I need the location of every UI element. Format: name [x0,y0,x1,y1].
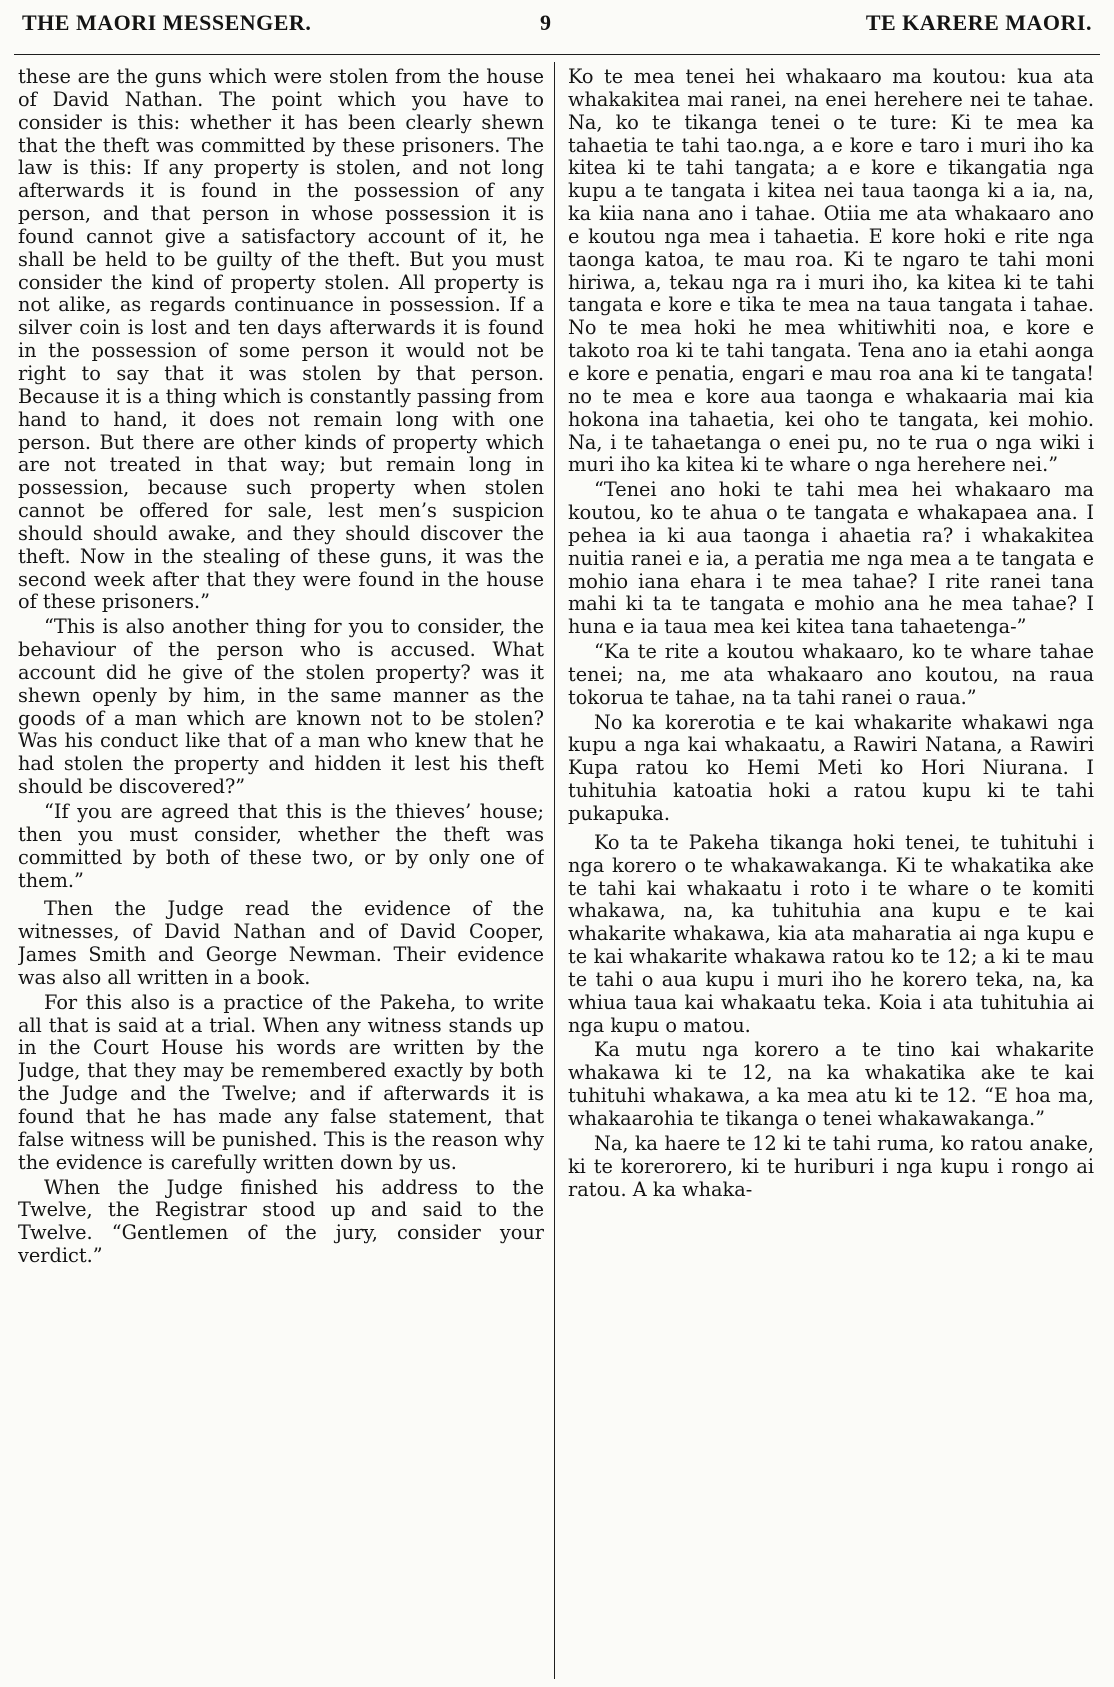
page-number: 9 [540,10,552,35]
english-paragraph: “If you are agreed that this is the thieves’ house; then you must consider, whether the theft was committed by both of these two, or by only one of them.” [18,800,544,892]
english-paragraph: When the Judge finished his address to the Twelve, the Registrar stood up and said to the Twelve. “Gentlemen of the jury, consider your verdict.” [18,1175,544,1268]
masthead-maori: TE KARERE MAORI. [865,10,1092,35]
maori-paragraph: No ka korerotia e te kai whakarite whakawi nga kupu a nga kai whakaatu, a Rawiri Natana, a Rawiri Kupa ratou ko Hemi Meti ko Hori Niurana. I tuhituhia katoatia hoki a ratou kupu ki te tahi pukapuka. [568,710,1094,825]
maori-paragraph: Na, ka haere te 12 ki te tahi ruma, ko ratou anake, ki te korerorero, ki te huriburi i nga kupu i rongo ai ratou. A ka whaka- [568,1131,1094,1201]
english-paragraph: “This is also another thing for you to consider, the behaviour of the person who is accused. What account did he give of the stolen property? was it shewn openly by him, in the same manner as the goods of a man which are known not to be stolen? Was his conduct like that of a man who knew that he had stolen the property and hidden it lest his theft should be discovered?” [18,615,544,799]
english-paragraph: Then the Judge read the evidence of the witnesses, of David Nathan and of David Cooper, James Smith and George Newman. Their evidence was also all written in a book. [18,897,544,989]
masthead-english: THE MAORI MESSENGER. [22,10,312,35]
maori-paragraph: Ko te mea tenei hei whakaaro ma koutou: kua ata whakakitea mai ranei, na enei herehere nei te tahae. Na, ko te tikanga tenei o te ture: Ki te mea ka tahaetia te tahi tao.nga, a e kore e taro i muri iho ka kitea ki te tahi tangata; a e kore e tikangatia nga kupu a te tangata i kitea nei taua taonga ki a ia, na, ka kiia nana ano i tahae. Otiia me ata whakaaro ano e koutou nga mea i tahaetia. E kore hoki e rite nga taonga katoa, te mau roa. Ki te ngaro te tahi moni hiriwa, a, tekau nga ra i muri iho, ka kitea ki te tahi tangata e kore e tika te mea na taua tangata i tahae. No te mea hoki he mea whitiwhiti noa, e kore e takoto roa ki te tahi tangata. Tena ano ia etahi aonga e kore e penatia, engari e mau roa ana ki te tangata! no te mea e kore aua taonga e whakaaria mai kia hokona ina tahaetia, kei oho te tangata, kei mohio. Na, i te tahaetanga o enei pu, no te rua o nga wiki i muri iho ka kitea ki te whare o nga herehere nei.” [568,66,1094,477]
english-column [18,66,544,1682]
column-divider [554,62,555,1679]
maori-paragraph: Ko ta te Pakeha tikanga hoki tenei, te tuhituhi i nga korero o te whakawakanga. Ki te whakatika ake te tahi kai whakaatu i roto i te whare o te komiti whakawa, na, ka tuhituhia ana kupu e te kai whakarite whakawa, kia ata maharatia ai nga kupu e te kai whakarite whakawa ratou ko te 12; a ki te mau te tahi o aua kupu i muri iho he korero teka, na, ka whiua taua kai whakaatu teka. Koia i ata tuhituhia ai nga kupu o matou. [568,830,1094,1037]
maori-paragraph: Ka mutu nga korero a te tino kai whakarite whakawa ki te 12, na ka whakatika ake te kai tuhituhi whakawa, a ka mea atu ki te 12. “E hoa ma, whakaarohia te tikanga o tenei whakawakanga.” [568,1038,1094,1130]
maori-paragraph: “Ka te rite a koutou whakaaro, ko te whare tahae tenei; na, me ata whakaaro ano koutou, na raua tokorua te tahae, na ta tahi ranei o raua.” [568,640,1094,709]
english-paragraph: these are the guns which were stolen from the house of David Nathan. The point which you have to consider is this: whether it has been clearly shewn that the theft was committed by these prisoners. The law is this: If any property is stolen, and not long afterwards it is found in the possession of any person, and that person in whose possession it is found cannot give a satisfactory account of it, he shall be held to be guilty of the theft. But you must consider the kind of property stolen. All property is not alike, as regards continuance in possession. If a silver coin is lost and ten days afterwards it is found in the possession of some person it would not be right to say that it was stolen by that person. Because it is a thing which is constantly passing from hand to hand, it does not remain long with one person. But there are other kinds of property which are not treated in that way; but remain long in possession, because such property when stolen cannot be offered for sale, lest men’s suspicion should should awake, and they should discover the theft. Now in the stealing of these guns, it was the second week after that they were found in the house of these prisoners.” [18,66,544,614]
english-paragraph: For this also is a practice of the Pakeha, to write all that is said at a trial. When any witness stands up in the Court House his words are written by the Judge, that they may be remembered exactly by both the Judge and the Twelve; and if afterwards it is found that he has made any false statement, that false witness will be punished. This is the reason why the evidence is carefully written down by us. [18,990,544,1174]
maori-paragraph: “Tenei ano hoki te tahi mea hei whakaaro ma koutou, ko te ahua o te tangata e whakapaea ana. I pehea ia ki aua taonga i ahaetia ra? i whakakitea nuitia ranei e ia, a peratia me nga mea a te tangata e mohio iana ehara i te mea tahae? I rite ranei tana mahi ki ta te tangata e mohio ana he mea tahae? I huna e ia taua mea kei kitea tana tahaetenga-” [568,478,1094,639]
page-header [0,0,1114,46]
header-rule [14,54,1100,55]
maori-column [568,66,1094,1682]
